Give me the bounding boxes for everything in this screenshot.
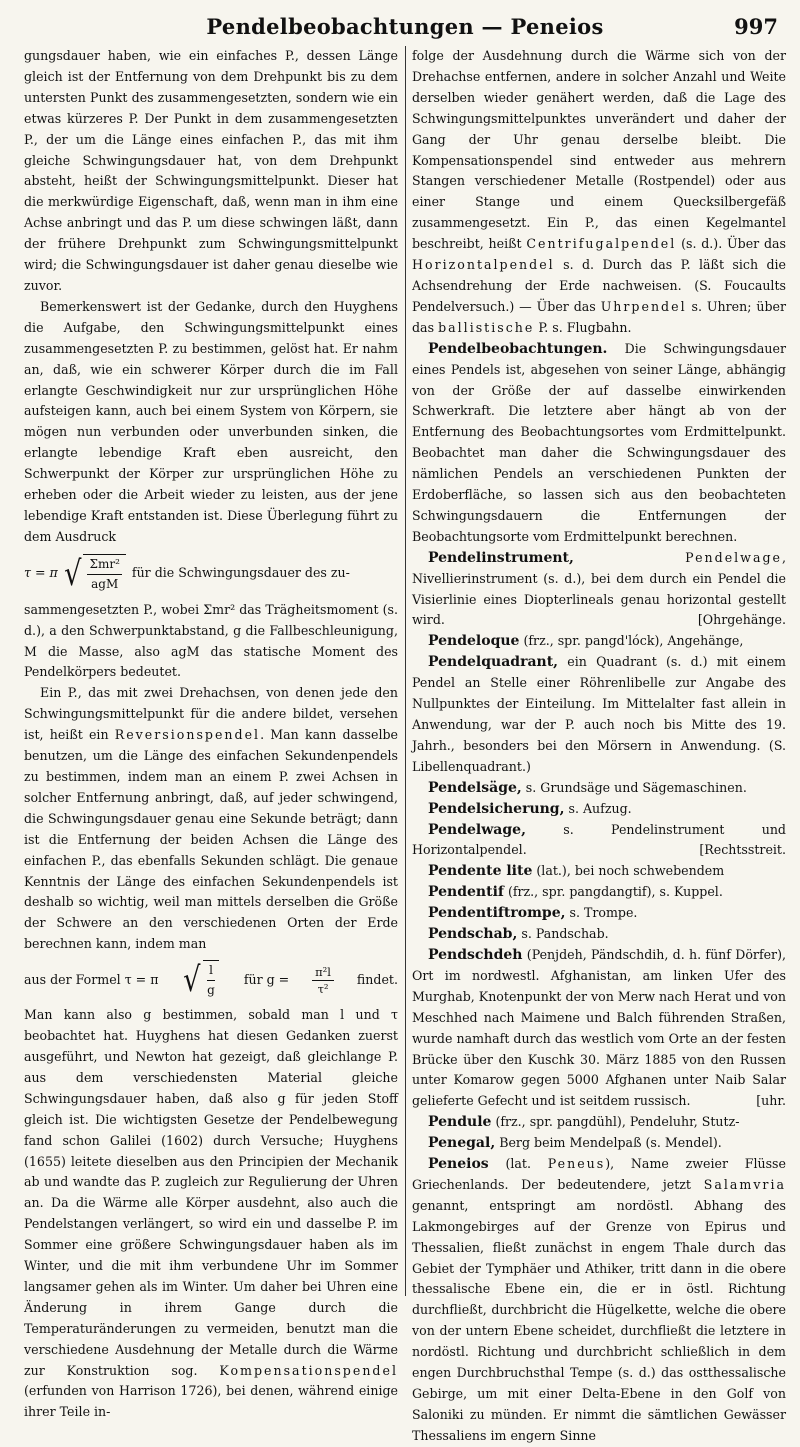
entry-penegal xyxy=(412,1133,786,1154)
term: Horizontalpendel xyxy=(412,257,555,273)
carryover-text: [Rechtsstreit. xyxy=(699,842,786,858)
entry-pendeloque xyxy=(412,631,786,652)
entry-pendelwage xyxy=(412,820,786,862)
entry-text: s. Pandschab. xyxy=(521,926,609,942)
headword: Pendelwage, xyxy=(428,821,526,838)
headword: Pendelbeobachtungen. xyxy=(428,340,608,357)
headword: Pendschdeh xyxy=(428,946,523,963)
entry-text: (frz., spr. pangdühl), Pendeluhr, Stutz- xyxy=(495,1114,740,1130)
entry-text: (Penjdeh, Pändschdih, d. h. fünf Dörfer), Ort im nordwestl. Afghanistan, am linken Ufer des Murghab, Knotenpunkt der von Merw nach Herat und von Meschhed nach Maimene und Balch führenden Straßen, wurde namhaft durch das westlich vom Orte an der festen Brücke über den Kuschk 30. März 1885 von den Russen unter Komarow gegen 5000 Afghanen unter Naib Salar gelieferte Gefecht und ist seitdem russisch. xyxy=(412,946,786,1109)
paragraph: sammengesetzten P., wobei Σmr² das Trägheitsmoment (s. d.), a den Schwerpunktabstand, g die Fallbeschleunigung, M die Masse, also agM das statische Moment des Pendelkörpers bedeutet. xyxy=(24,601,398,680)
right-column xyxy=(412,46,786,1447)
entry-text: s. Aufzug. xyxy=(568,800,632,816)
formula-lhs: τ = π xyxy=(24,565,58,581)
paragraph: Bemerkenswert ist der Gedanke, durch den Huyghens die Aufgabe, den Schwingungsmittelpunkt eines zusammengesetzten P. zu bestimmen, gelöst hat. Er nahm an, daß, wie ein schwerer Körper durch die im Fall erlangte Geschwindigkeit nur zur ursprünglichen Höhe aufsteigen kann, auch bei einem System von Körpern, sie mögen nun verbunden oder unverbunden sinken, die erlangte lebendige Kraft eben ausreicht, den Schwerpunkt der Körper zur ursprünglichen Höhe zu erheben oder die Arbeit wieder zu leisten, aus der jene lebendige Kraft entstanden ist. Diese Überlegung führt zu dem Ausdruck xyxy=(24,298,398,544)
headword: Pendeloque xyxy=(428,633,520,650)
paragraph xyxy=(412,46,786,339)
entry-text: s. Pendelinstrument und Horizontalpendel. xyxy=(412,821,786,858)
formula-rhs: für die Schwingungsdauer des zu- xyxy=(131,565,350,581)
fraction-denominator: τ² xyxy=(317,981,329,996)
fraction-numerator: π²l xyxy=(312,964,334,981)
text-columns xyxy=(24,46,786,1447)
entry-pendentiftrompe xyxy=(412,903,786,924)
entry-pendelquadrant xyxy=(412,652,786,777)
entry-text: (frz., spr. pangdangtif), s. Kuppel. xyxy=(507,884,723,900)
headword: Pendente lite xyxy=(428,863,533,880)
entry-pendule xyxy=(412,1112,786,1133)
entry-text: ), Name zweier Flüsse Griechenlands. Der bedeutendere, jetzt xyxy=(412,1156,786,1192)
term: ballistische xyxy=(438,319,535,335)
text-run: s. Uhren; über das xyxy=(412,298,787,335)
headword: Pendentiftrompe, xyxy=(428,905,566,922)
formula-prefix: aus der Formel τ = π xyxy=(24,971,159,987)
formula-oscillation-period xyxy=(24,550,398,598)
term: Pendelwage xyxy=(685,549,782,565)
headword: Pendelinstrument, xyxy=(428,549,574,566)
headword: Penegal, xyxy=(428,1135,496,1152)
entry-pendelbeobachtungen xyxy=(412,339,786,548)
headword: Peneios xyxy=(428,1156,489,1173)
text-run: folge der Ausdehnung durch die Wärme sich von der Drehachse entfernen, andere in solcher Anzahl und Weite derselben wieder genähert werden, daß die Lage des Schwingungsmittelpunktes unverändert und daher der Gang der Uhr genau derselbe bleibt. Die Kompensationspendel sind entweder aus mehrern Stangen verschiedener Metalle (Rostpendel) oder aus einer Stange und einem Quecksilbergefäß zusammengesetzt. Ein P., das einen Kegelmantel beschreibt, heißt xyxy=(412,48,786,252)
entry-pendentif xyxy=(412,882,786,903)
term-reversionspendel: Reversionspendel xyxy=(114,727,261,743)
page-number: 997 xyxy=(734,14,778,39)
column-divider xyxy=(405,46,406,1296)
entry-text: ein Quadrant (s. d.) mit einem Pendel an Stelle einer Röhrenlibelle zur Angabe des Nullpunktes der Einteilung. Im Mittelalter fast allein in Anwendung, war der P. auch noch bis Mitte des 19. Jahrh., besonders bei den Mörsern in Anwendung. (S. Libellenquadrant.) xyxy=(412,654,786,774)
fraction xyxy=(312,964,334,997)
text-run: s. d. Durch das P. läßt sich die Achsendrehung der Erde nachweisen. (S. Foucaults Pendelversuch.) — Über das xyxy=(412,257,786,314)
entry-text: (lat.), bei noch schwebendem xyxy=(536,863,725,879)
formula-suffix: findet. xyxy=(356,971,398,987)
entry-text: s. Grundsäge und Sägemaschinen. xyxy=(525,779,747,795)
text-run: . Man kann dasselbe benutzen, um die Länge des einfachen Sekundenpendels zu bestimmen, indem man an einem P. zwei Achsen in solcher Entfernung anbringt, daß, auf jeder schwingend, die Schwingungsdauer genau eine Sekunde beträgt; dann ist die Entfernung der beiden Achsen die Länge des einfachen P., das ebenfalls Sekunden schlägt. Die genaue Kenntnis der Länge des einfachen Sekundenpendels ist deshalb so wichtig, weil man mittels derselben die Größe der Schwere an den verschiedenen Orten der Erde berechnen kann, indem man xyxy=(24,727,398,952)
entry-text: , Nivellierinstrument (s. d.), bei dem durch ein Pendel die Visierlinie eines Diopterlineals genau horizontal gestellt wird. xyxy=(412,549,786,628)
entry-text: Die Schwingungsdauer eines Pendels ist, abgesehen von seiner Länge, abhängig von der Größe der auf dasselbe einwirkenden Schwerkraft. Die letztere aber hängt ab von der Entfernung des Beobachtungsortes vom Erdmittelpunkt. Beobachtet man daher die Schwingungsdauer des nämlichen Pendels an verschiedenen Punkten der Erdoberfläche, so lassen sich aus den beobachteten Schwingungsdauern die Entfernungen der Beobachtungsorte vom Erdmittelpunkt berechnen. xyxy=(412,340,786,544)
entry-text: genannt, entspringt am nordöstl. Abhang des Lakmongebirges auf der Grenze von Epirus und Thessalien, fließt zunächst in engem Thale durch das Gebiet der Tymphäer und Athiker, tritt dann in die obere thessalische Ebene ein, die er in östl. Richtung durchfließt, durchbricht die Hügelkette, welche die obere von der untern Ebene scheidet, durchfließt die letztere in nordöstl. Richtung und durchbricht schließlich in dem engen Durchbruchsthal Tempe (s. d.) das ostthessalische Gebirge, um mit einer Delta-Ebene in den Golf von Saloniki zu münden. Er nimmt die sämtlichen Gewässer Thessaliens im engern Sinne xyxy=(412,1197,786,1443)
headword: Pendelquadrant, xyxy=(428,654,559,671)
square-root: √ $\frac{l}{g}$ xyxy=(181,960,219,1000)
left-column xyxy=(24,46,398,1447)
entry-pendente-lite xyxy=(412,861,786,882)
carryover-text: [uhr. xyxy=(756,1093,786,1109)
entry-pendschab xyxy=(412,924,786,945)
running-title: Pendelbeobachtungen — Peneios xyxy=(206,14,604,39)
entry-pendschdeh xyxy=(412,945,786,1112)
headword: Pendschab, xyxy=(428,926,518,943)
text-run: (s. d.). Über das xyxy=(681,236,786,252)
paragraph xyxy=(24,1005,398,1423)
formula-numerator: Σmr² xyxy=(87,555,121,575)
formula-gravity xyxy=(24,957,398,1003)
entry-text: Berg beim Mendelpaß (s. Mendel). xyxy=(499,1135,722,1151)
square-root: √ $\frac{\text{Σmr²}}{\text{agM}}$ xyxy=(62,554,126,594)
headword: Pendentif xyxy=(428,884,504,901)
paragraph: gungsdauer haben, wie ein einfaches P., dessen Länge gleich ist der Entfernung von dem Drehpunkt bis zu dem untersten Punkt des zusammengesetzten, sondern wie ein etwas kürzeres P. Der Punkt in dem zusammengesetzten P., der um die Länge eines einfachen P., das mit ihm gleiche Schwingungsdauer hat, von dem Drehpunkt absteht, heißt der Schwingungsmittelpunkt. Dieser hat die merkwürdige Eigenschaft, daß, wenn man in ihm eine Achse anbringt und das P. um diese schwingen läßt, dann der frühere Drehpunkt zum Schwingungsmittelpunkt wird; die Schwingungsdauer ist daher genau dieselbe wie zuvor. xyxy=(24,48,398,293)
entry-text: s. Trompe. xyxy=(569,905,638,921)
formula-denominator: g xyxy=(207,983,215,998)
term-kompensationspendel: Kompensationspendel xyxy=(219,1362,398,1378)
paragraph xyxy=(24,683,398,955)
entry-text: (lat. xyxy=(505,1156,531,1172)
entry-pendelinstrument xyxy=(412,548,786,632)
formula-denominator: agM xyxy=(91,576,119,591)
entry-pendelsicherung xyxy=(412,799,786,820)
page-header xyxy=(24,0,786,46)
text-run: Man kann also g bestimmen, sobald man l und τ beobachtet hat. Huyghens hat diesen Gedanken zuerst ausgeführt, und Newton hat gezeigt, daß gleichlange P. aus dem verschiedensten Material gleiche Schwingungsdauer haben, daß also g für jeden Stoff gleich ist. Die wichtigsten Gesetze der Pendelbewegung fand schon Galilei (1602) durch Versuche; Huyghens (1655) leitete dieselben aus den Principien der Mechanik ab und wandte das P. zugleich zur Regulierung der Uhren an. Da die Wärme alle Körper ausdehnt, also auch die Pendelstangen verlängert, so wird ein und dasselbe P. im Sommer eine größere Schwingungsdauer haben als im Winter, und die mit ihm verbundene Uhr im Sommer langsamer gehen als im Winter. Um daher bei Uhren eine Änderung in ihrem Gange durch die Temperaturänderungen zu vermeiden, benutzt man die verschiedene Ausdehnung der Metalle durch die Wärme zur Konstruktion sog. xyxy=(24,1007,398,1378)
text-run: Ein P., das mit zwei Drehachsen, von denen jede den Schwingungsmittelpunkt für die andere bildet, versehen ist, heißt ein xyxy=(24,685,398,743)
term: Peneus xyxy=(547,1156,606,1172)
term: Uhrpendel xyxy=(600,298,687,314)
headword: Pendule xyxy=(428,1114,492,1131)
entry-pendelsaege xyxy=(412,778,786,799)
headword: Pendelsicherung, xyxy=(428,800,565,817)
headword: Pendelsäge, xyxy=(428,779,522,796)
text-run: (erfunden von Harrison 1726), bei denen, während einige ihrer Teile in- xyxy=(24,1383,398,1420)
carryover-text: [Ohrgehänge. xyxy=(697,612,786,628)
text-run: P. s. Flugbahn. xyxy=(538,319,632,335)
entry-peneios xyxy=(412,1154,786,1447)
term: Salamvria xyxy=(703,1176,786,1192)
formula-mid: für g = xyxy=(243,971,290,987)
formula-numerator: l xyxy=(207,961,215,981)
entry-text: (frz., spr. pangd'lóck), Angehänge, xyxy=(523,633,744,649)
term: Centrifugalpendel xyxy=(526,236,677,252)
